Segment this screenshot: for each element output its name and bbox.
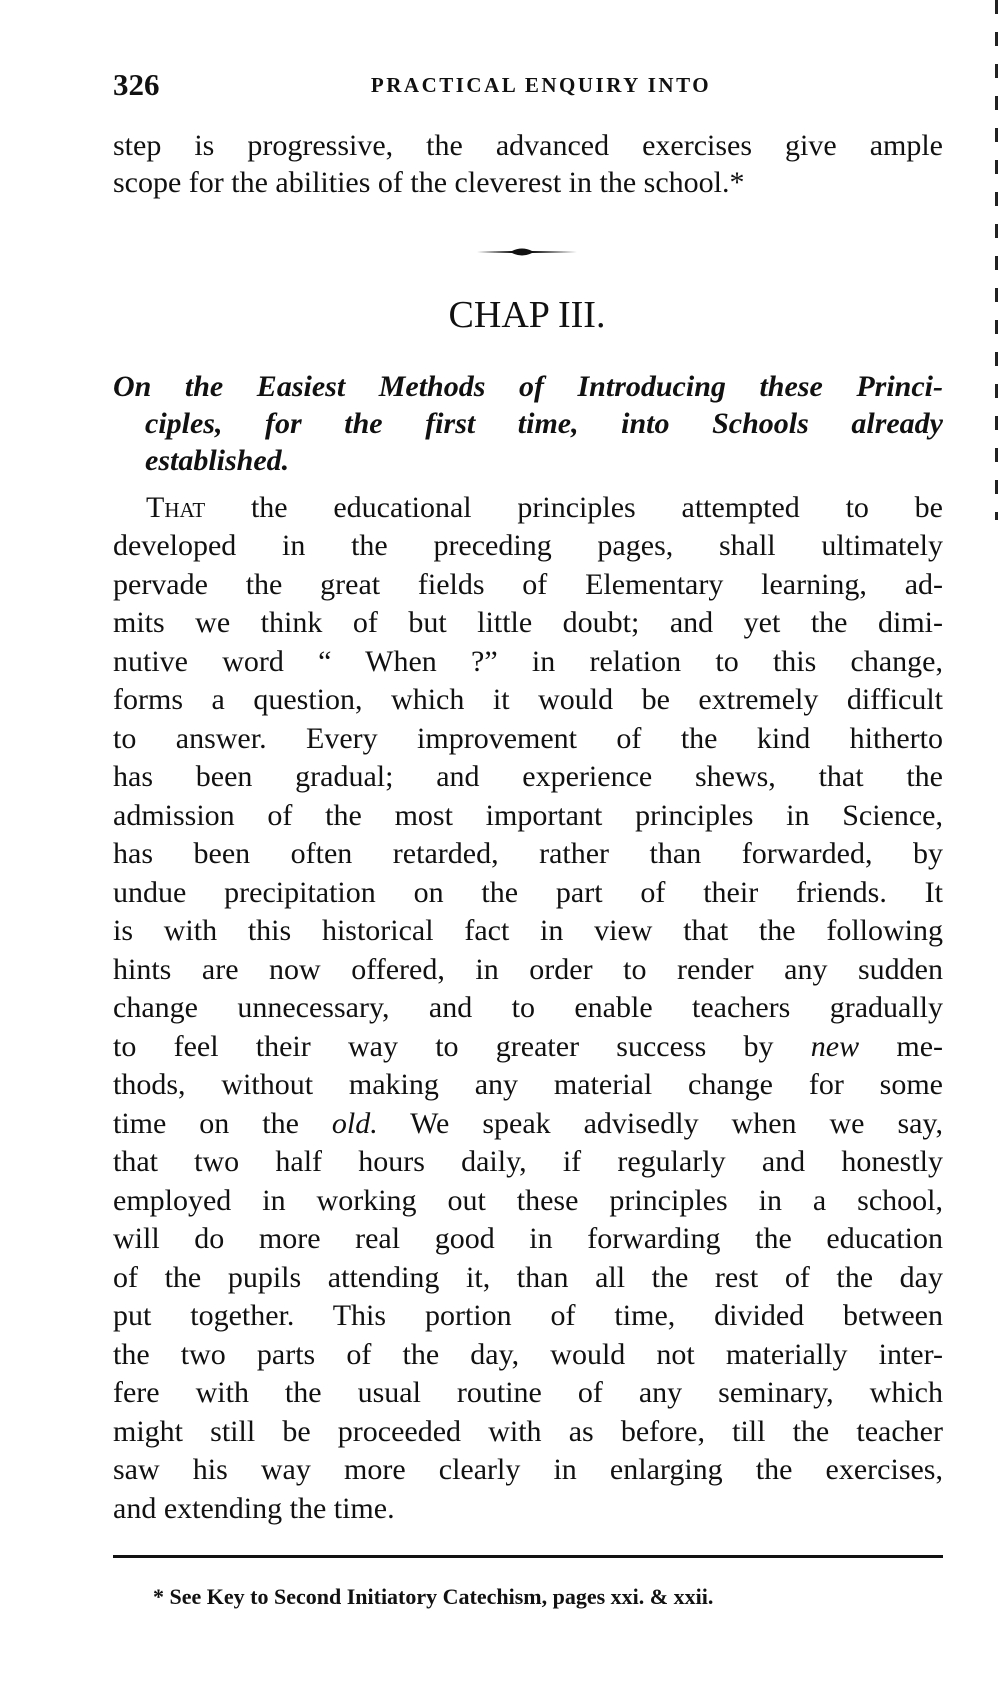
body-line: fere with the usual routine of any seminary, which	[113, 1376, 943, 1409]
body-line: hints are now offered, in order to render any sudden	[113, 953, 943, 986]
body-line: mits we think of but little doubt; and yet the dimi-	[113, 606, 943, 639]
carryover-line: scope for the abilities of the cleverest in the school.*	[113, 166, 745, 199]
body-line: thods, without making any material change for some	[113, 1068, 943, 1101]
chapter-subtitle-line: established.	[145, 444, 290, 477]
body-line: that two half hours daily, if regularly and honestly	[113, 1145, 943, 1178]
body-line: change unnecessary, and to enable teachers gradually	[113, 991, 943, 1024]
italic-word: old.	[331, 1107, 378, 1140]
body-line: is with this historical fact in view that the following	[113, 914, 943, 947]
initial-small-caps: That	[146, 491, 206, 524]
body-line	[113, 1028, 943, 1066]
body-line: pervade the great fields of Elementary learning, ad-	[113, 568, 943, 601]
body-text: time on the	[113, 1107, 332, 1140]
body-line: forms a question, which it would be extremely difficult	[113, 683, 943, 716]
binding-edge	[995, 0, 998, 520]
body-line: developed in the preceding pages, shall ultimately	[113, 529, 943, 562]
footnote: * See Key to Second Initiatory Catechism, pages xxi. & xxii.	[153, 1584, 714, 1609]
body-line: the two parts of the day, would not materially inter-	[113, 1338, 943, 1371]
carryover-line: step is progressive, the advanced exercises give ample	[113, 129, 943, 162]
body-text: We speak advisedly when we say,	[377, 1107, 943, 1140]
body-line: to answer. Every improvement of the kind hitherto	[113, 722, 943, 755]
body-line: has been often retarded, rather than forwarded, by	[113, 837, 943, 870]
footnote-rule	[113, 1555, 943, 1558]
body-line: has been gradual; and experience shews, that the	[113, 760, 943, 793]
chapter-title: CHAP III.	[448, 294, 606, 336]
ornament-divider-icon	[477, 246, 577, 258]
body-line: of the pupils attending it, than all the rest of the day	[113, 1261, 943, 1294]
body-text: to feel their way to greater success by	[113, 1030, 811, 1063]
body-line	[146, 489, 943, 527]
body-line: nutive word “ When ?” in relation to this change,	[113, 645, 943, 678]
body-line: put together. This portion of time, divided between	[113, 1299, 943, 1332]
body-line: and extending the time.	[113, 1492, 395, 1525]
body-line: undue precipitation on the part of their friends. It	[113, 876, 943, 909]
body-text: me-	[859, 1030, 943, 1063]
italic-word: new	[810, 1030, 860, 1063]
body-line: admission of the most important principles in Science,	[113, 799, 943, 832]
body-line: might still be proceeded with as before, till the teacher	[113, 1415, 943, 1448]
page-number: 326	[113, 67, 160, 102]
body-line: saw his way more clearly in enlarging the exercises,	[113, 1453, 943, 1486]
body-text: the educational principles attempted to be	[205, 491, 943, 524]
body-line: will do more real good in forwarding the education	[113, 1222, 943, 1255]
running-title: PRACTICAL ENQUIRY INTO	[370, 73, 712, 97]
body-line	[113, 1105, 943, 1143]
body-line: employed in working out these principles in a school,	[113, 1184, 943, 1217]
chapter-subtitle-line: ciples, for the first time, into Schools already	[145, 407, 943, 440]
chapter-subtitle-line: On the Easiest Methods of Introducing these Princi-	[113, 370, 943, 403]
